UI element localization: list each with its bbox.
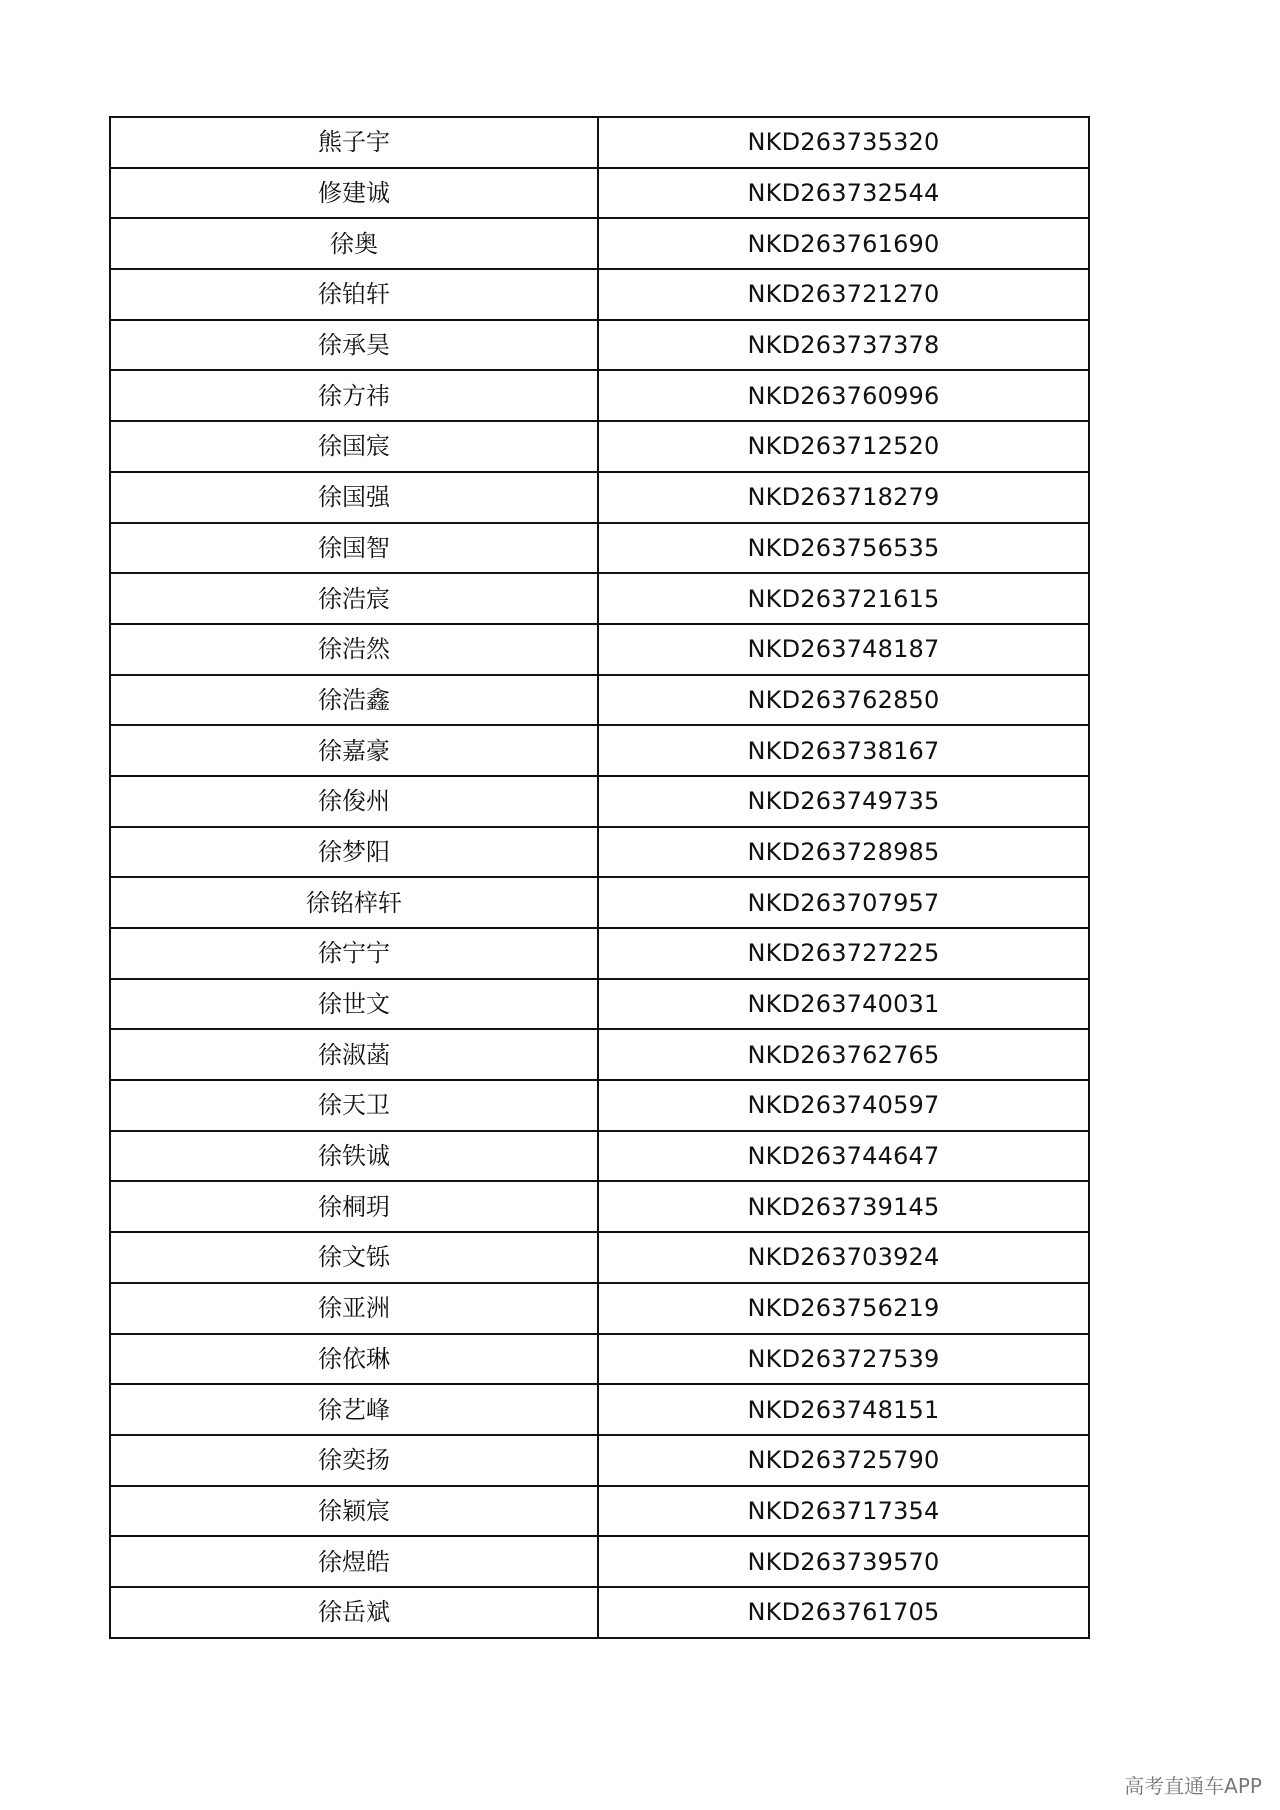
name-cell: 徐国强: [110, 472, 598, 523]
name-cell: 徐煜皓: [110, 1536, 598, 1587]
table-row: [110, 877, 1089, 928]
roster-table: [109, 116, 1090, 1639]
table-row: [110, 370, 1089, 421]
name-cell: 徐浩然: [110, 624, 598, 675]
name-cell: 徐俊州: [110, 776, 598, 827]
table-row: [110, 624, 1089, 675]
table-row: [110, 1587, 1089, 1638]
id-cell: NKD263761690: [598, 218, 1089, 269]
table-row: [110, 928, 1089, 979]
id-cell: NKD263762850: [598, 675, 1089, 726]
table-row: [110, 1384, 1089, 1435]
name-cell: 徐亚洲: [110, 1283, 598, 1334]
table-row: [110, 1131, 1089, 1182]
name-cell: 徐文铄: [110, 1232, 598, 1283]
name-cell: 徐国智: [110, 523, 598, 574]
table-row: [110, 573, 1089, 624]
name-cell: 徐梦阳: [110, 827, 598, 878]
id-cell: NKD263717354: [598, 1486, 1089, 1537]
id-cell: NKD263728985: [598, 827, 1089, 878]
table-row: [110, 827, 1089, 878]
id-cell: NKD263725790: [598, 1435, 1089, 1486]
id-cell: NKD263721615: [598, 573, 1089, 624]
id-cell: NKD263748151: [598, 1384, 1089, 1435]
name-cell: 徐桐玥: [110, 1181, 598, 1232]
table-row: [110, 1536, 1089, 1587]
table-row: [110, 1029, 1089, 1080]
name-cell: 徐嘉豪: [110, 725, 598, 776]
table-row: [110, 1232, 1089, 1283]
table-row: [110, 979, 1089, 1030]
table-row: [110, 218, 1089, 269]
table-row: [110, 472, 1089, 523]
table-row: [110, 1435, 1089, 1486]
name-cell: 徐浩鑫: [110, 675, 598, 726]
id-cell: NKD263721270: [598, 269, 1089, 320]
name-cell: 徐国宸: [110, 421, 598, 472]
table-row: [110, 1486, 1089, 1537]
table-row: [110, 117, 1089, 168]
id-cell: NKD263739570: [598, 1536, 1089, 1587]
table-row: [110, 1334, 1089, 1385]
name-cell: 徐淑菡: [110, 1029, 598, 1080]
table-row: [110, 523, 1089, 574]
id-cell: NKD263739145: [598, 1181, 1089, 1232]
id-cell: NKD263740597: [598, 1080, 1089, 1131]
id-cell: NKD263744647: [598, 1131, 1089, 1182]
table-row: [110, 1080, 1089, 1131]
id-cell: NKD263703924: [598, 1232, 1089, 1283]
table-row: [110, 421, 1089, 472]
table-row: [110, 168, 1089, 219]
id-cell: NKD263727225: [598, 928, 1089, 979]
name-cell: 徐依琳: [110, 1334, 598, 1385]
table-row: [110, 1181, 1089, 1232]
id-cell: NKD263735320: [598, 117, 1089, 168]
id-cell: NKD263756535: [598, 523, 1089, 574]
id-cell: NKD263756219: [598, 1283, 1089, 1334]
name-cell: 徐奕扬: [110, 1435, 598, 1486]
id-cell: NKD263762765: [598, 1029, 1089, 1080]
table-row: [110, 776, 1089, 827]
name-cell: 徐浩宸: [110, 573, 598, 624]
table-row: [110, 1283, 1089, 1334]
name-cell: 修建诚: [110, 168, 598, 219]
id-cell: NKD263712520: [598, 421, 1089, 472]
name-cell: 徐铭梓轩: [110, 877, 598, 928]
table-row: [110, 725, 1089, 776]
name-cell: 徐岳斌: [110, 1587, 598, 1638]
table-row: [110, 675, 1089, 726]
id-cell: NKD263727539: [598, 1334, 1089, 1385]
name-cell: 熊子宇: [110, 117, 598, 168]
name-cell: 徐铂轩: [110, 269, 598, 320]
id-cell: NKD263748187: [598, 624, 1089, 675]
id-cell: NKD263740031: [598, 979, 1089, 1030]
id-cell: NKD263732544: [598, 168, 1089, 219]
name-cell: 徐宁宁: [110, 928, 598, 979]
id-cell: NKD263749735: [598, 776, 1089, 827]
id-cell: NKD263737378: [598, 320, 1089, 371]
name-cell: 徐艺峰: [110, 1384, 598, 1435]
name-cell: 徐铁诚: [110, 1131, 598, 1182]
roster-table-body: [110, 117, 1089, 1638]
id-cell: NKD263707957: [598, 877, 1089, 928]
watermark: 高考直通车APP: [1124, 1774, 1262, 1798]
name-cell: 徐天卫: [110, 1080, 598, 1131]
name-cell: 徐承昊: [110, 320, 598, 371]
name-cell: 徐颖宸: [110, 1486, 598, 1537]
table-row: [110, 320, 1089, 371]
id-cell: NKD263761705: [598, 1587, 1089, 1638]
name-cell: 徐世文: [110, 979, 598, 1030]
name-cell: 徐奥: [110, 218, 598, 269]
id-cell: NKD263738167: [598, 725, 1089, 776]
name-cell: 徐方祎: [110, 370, 598, 421]
id-cell: NKD263760996: [598, 370, 1089, 421]
id-cell: NKD263718279: [598, 472, 1089, 523]
table-row: [110, 269, 1089, 320]
